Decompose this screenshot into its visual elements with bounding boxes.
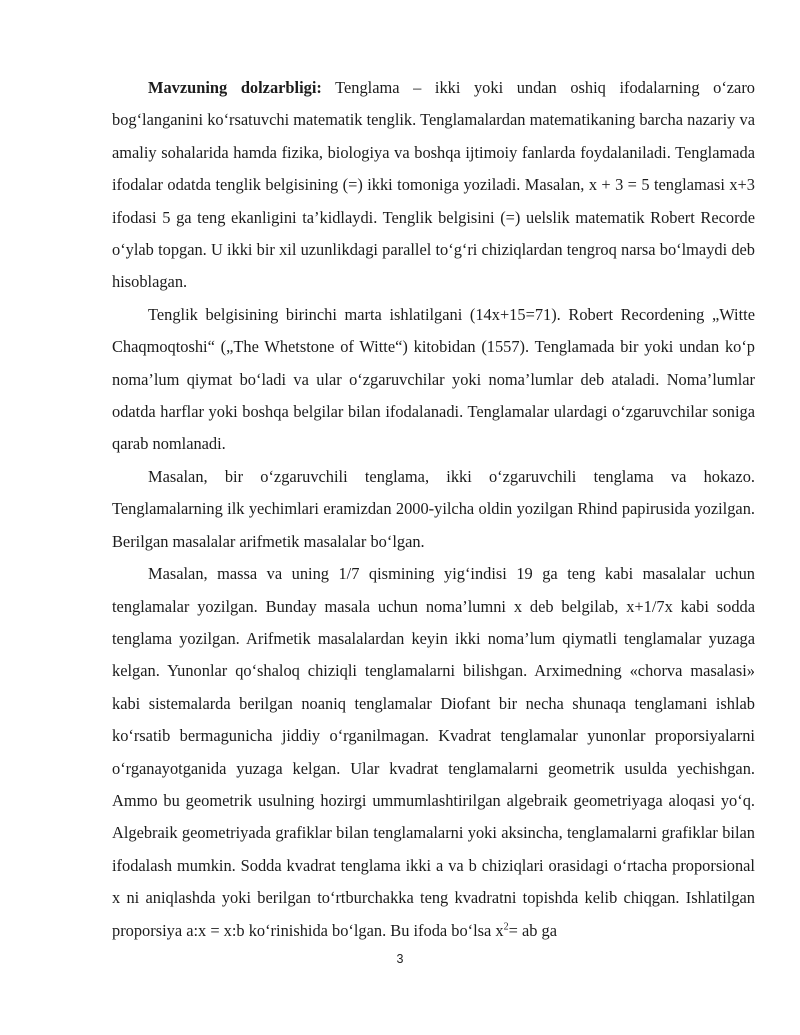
section-lead: Mavzuning dolzarbligi:	[148, 78, 322, 97]
paragraph-variables	[112, 461, 755, 558]
paragraph-text: Masalan, bir o‘zgaruvchili tenglama, ikki o‘zgaruvchili tenglama va hokazo. Tenglamalarning ilk yechimlari eramizdan 2000-yilcha oldin yozilgan Rhind papirusida yozilgan. Berilgan masalalar arifmetik masalalar bo‘lgan.	[112, 466, 755, 551]
paragraph-text: Tenglama – ikki yoki undan oshiq ifodalarning o‘zaro bog‘langanini ko‘rsatuvchi matematik tenglik. Tenglamalardan matematikaning barcha nazariy va amaliy sohalarida hamda fizika, biologiya va boshqa ijtimoiy fanlarda foydalaniladi. Tenglamada ifodalar odatda tenglik belgisining (=) ikki tomoniga yoziladi. Masalan, x + 3 = 5 tenglamasi x+3 ifodasi 5 ga teng ekanligini ta’kidlaydi. Tenglik belgisini (=) uelslik matematik Robert Recorde o‘ylab topgan. U ikki bir xil uzunlikdagi parallel to‘g‘ri chiziqlardan tengroq narsa bo‘lmaydi deb hisoblagan.	[112, 78, 755, 292]
paragraph-relevance	[112, 72, 755, 299]
paragraph-equality-sign	[112, 299, 755, 461]
page-number: 3	[396, 952, 404, 966]
superscript: 2	[503, 921, 509, 933]
paragraph-text: Masalan, massa va uning 1/7 qismining yig‘indisi 19 ga teng kabi masalalar uchun tenglamalar yozilgan. Bunday masala uchun noma’lumni x deb belgilab, x+1/7x kabi sodda tenglama yozilgan. Arifmetik masalalardan keyin ikki noma’lum qiymatli tenglamalar yuzaga kelgan. Yunonlar qo‘shaloq chiziqli tenglamalarni bilishgan. Arximedning «chorva masalasi» kabi sistemalarda berilgan noaniq tenglamalar Diofant bir necha shunaqa tenglamani ishlab ko‘rsatib bermagunicha jiddiy o‘rganilmagan. Kvadrat tenglamalar yunonlar proporsiyalarni o‘rganayotganida yuzaga kelgan. Ular kvadrat tenglamalarni geometrik usulda yechishgan. Ammo bu geometrik usulning hozirgi ummumlashtirilgan algebraik geometriyaga aloqasi yo‘q. Algebraik geometriyada grafiklar bilan tenglamalarni yoki aksincha, tenglamalarni grafiklar bilan ifodalash mumkin. Sodda kvadrat tenglama ikki a va b chiziqlari orasidagi o‘rtacha proporsional x ni aniqlashda yoki berilgan to‘rtburchakka teng kvadratni topishda kelib chiqgan. Ishlatilgan proporsiya a:x = x:b ko‘rinishida bo‘lgan. Bu ifoda bo‘lsa x	[112, 564, 755, 940]
paragraph-text: Tenglik belgisining birinchi marta ishlatilgani (14x+15=71). Robert Recordening „Witte Chaqmoqtoshi“ („The Whetstone of Witte“) kitobidan (1557). Tenglamada bir yoki undan ko‘p noma’lum qiymat bo‘ladi va ular o‘zgaruvchilar yoki noma’lumlar deb ataladi. Noma’lumlar odatda harflar yoki boshqa belgilar bilan ifodalanadi. Tenglamalar ulardagi o‘zgaruvchilar soniga qarab nomlanadi.	[112, 304, 755, 454]
paragraph-tail: = ab ga	[508, 920, 558, 940]
document-page	[112, 70, 755, 947]
paragraph-history	[112, 558, 755, 947]
